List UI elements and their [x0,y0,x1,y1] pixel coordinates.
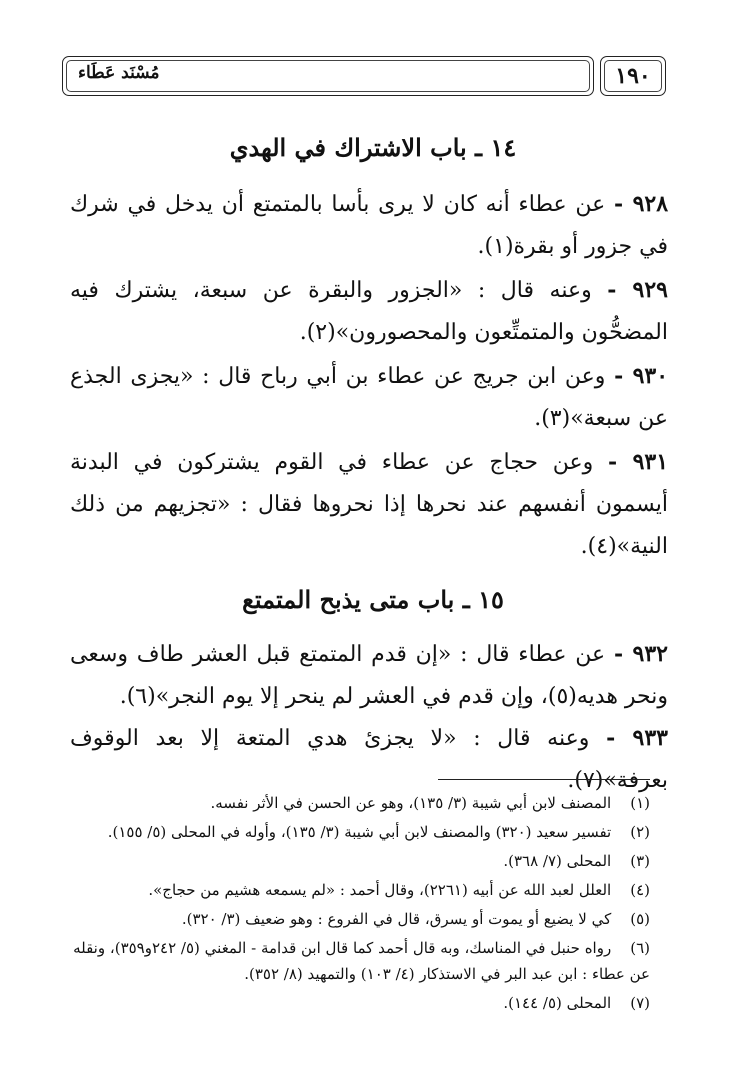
footnote [70,819,650,845]
hadith-entry [70,355,668,440]
footnote-text: تفسير سعيد (٣٢٠) والمصنف لابن أبي شيبة (٣/ ١٣٥)، وأوله في المحلى (٥/ ١٥٥). [107,823,612,841]
entry-number: ٩٣٠ - [614,363,669,389]
footnote [70,877,650,903]
entry-number: ٩٣١ - [608,449,669,475]
footnote-divider [438,779,650,780]
entry-number: ٩٢٨ - [614,191,669,217]
entry-text: عن عطاء قال : «إن قدم المتمتع قبل العشر طاف وسعى ونحر هديه(٥)، وإن قدم في العشر لم ينحر إلا يوم النجر»(٦). [70,642,668,709]
running-header-title: مُسْنَد عَطَاء [78,63,160,83]
entry-text: وعنه قال : «لا يجزئ هدي المتعة إلا بعد الوقوف بعرفة»(٧). [70,726,668,793]
page-number: ١٩٠ [615,63,651,89]
footnote [70,790,650,816]
entry-number: ٩٣٣ - [606,725,668,751]
footnote-text: المحلى (٧/ ٣٦٨). [503,852,612,870]
entry-text: وعن حجاج عن عطاء في القوم يشتركون في البدنة أيسمون أنفسهم عند نحرها إذا نحروها فقال : «تجزيهم من ذلك النية»(٤). [70,450,668,559]
entry-number: ٩٣٢ - [613,641,668,667]
footnotes-section [70,790,650,1019]
footnote [70,990,650,1016]
section-heading: ١٤ ـ باب الاشتراك في الهدي [229,133,517,162]
footnote-number: (٧) [630,994,650,1012]
footnote-number: (٤) [630,881,650,899]
footnote-number: (٢) [630,823,650,841]
footnote [70,935,650,987]
footnote-number: (٣) [630,852,650,870]
entry-text: وعن ابن جريج عن عطاء بن أبي رباح قال : «يجزى الجذع عن سبعة»(٣). [70,364,668,431]
footnote-text: المحلى (٥/ ١٤٤). [503,994,612,1012]
entry-text: عن عطاء أنه كان لا يرى بأسا بالمتمتع أن يدخل في شرك في جزور أو بقرة(١). [70,192,668,259]
footnote-number: (٥) [630,910,650,928]
footnote-text: المصنف لابن أبي شيبة (٣/ ١٣٥)، وهو عن الحسن في الأثر نفسه. [210,794,612,812]
footnote-text: كي لا يضيع أو يموت أو يسرق، قال في الفروع : وهو ضعيف (٣/ ٣٢٠). [181,910,612,928]
hadith-entry [70,183,668,268]
hadith-entry [70,269,668,354]
section-heading: ١٥ ـ باب متى يذبح المتمتع [242,585,504,614]
footnote-text: رواه حنبل في المناسك، وبه قال أحمد كما قال ابن قدامة - المغني (٥/ ٢٤٢و٣٥٩)، ونقله عن عطاء : ابن عبد البر في الاستذكار (٤/ ١٠٣) والتمهيد (٨/ ٣٥٢). [73,939,650,983]
hadith-entry [70,633,668,718]
footnote-number: (٦) [630,939,650,957]
page-number-frame [600,56,666,96]
hadith-entry [70,441,668,568]
footnote-number: (١) [630,794,650,812]
footnote-text: العلل لعبد الله عن أبيه (٢٢٦١)، وقال أحمد : «لم يسمعه هشيم من حجاج». [148,881,612,899]
entry-number: ٩٢٩ - [607,277,668,303]
footnote [70,906,650,932]
footnote [70,848,650,874]
entry-text: وعنه قال : «الجزور والبقرة عن سبعة، يشترك فيه المضحُّون والمتمتِّعون والمحصورون»(٢). [70,278,668,345]
